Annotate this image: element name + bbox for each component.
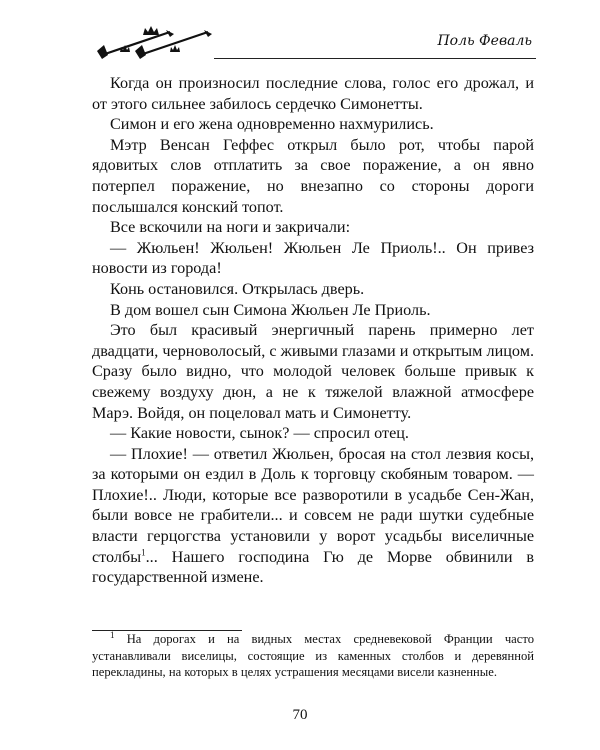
footnote (92, 631, 534, 681)
footnote-text: На дорогах и на видных местах средневековой Франции часто устанавливали виселицы, состоящие из каменных столбов и деревянной перекладины, на которых в целях устрашения месяцами висели казненные. (92, 632, 534, 679)
header-rule (214, 58, 536, 59)
running-head: Поль Феваль (437, 33, 532, 49)
footnote-reference[interactable]: 1 (141, 547, 146, 558)
paragraph: В дом вошел сын Симона Жюльен Ле Приоль. (110, 300, 431, 319)
paragraph: Все вскочили на ноги и закричали: (110, 218, 351, 237)
paragraph-with-footnote (92, 444, 534, 588)
main-text (92, 73, 534, 588)
page-number: 70 (292, 707, 308, 723)
paragraph: — Какие новости, сынок? — спросил отец. (110, 424, 409, 443)
paragraph: Конь остановился. Открылась дверь. (110, 279, 365, 298)
paragraph: Мэтр Венсан Геффес открыл было рот, чтобы парой ядовитых слов отплатить за свое поражение, а он явно потерпел поражение, но внезапно со стороны дороги послышался конский топот. (92, 135, 534, 216)
footnote-mark: 1 (110, 629, 115, 640)
crossed-swords-crowns-icon (96, 22, 214, 62)
page-header (96, 22, 536, 62)
paragraph: Это был красивый энергичный парень примерно лет двадцати, черноволосый, с живыми глазами и открытым лицом. Сразу было видно, что молодой человек больше привык к свежему воздуху дюн, а не к тяжелой влажной атмосфере Марэ. Войдя, он поцеловал мать и Симонетту. (92, 321, 534, 422)
paragraph: Симон и его жена одновременно нахмурились. (110, 115, 434, 134)
paragraph: Когда он произносил последние слова, голос его дрожал, и от этого сильнее забилось сердечко Симонетты. (92, 74, 534, 113)
paragraph-text: ... Нашего господина Гю де Морве обвинили в государственной измене. (92, 547, 534, 587)
paragraph-text: — Плохие! — ответил Жюльен, бросая на стол лезвия косы, за которыми он ездил в Доль к торговцу скобяным товаром. — Плохие!.. Люди, которые все разворотили в усадьбе Сен-Жан, были вовсе не грабители... и совсем не ради шутки судебные власти герцогства установили у ворот усадьбы виселичные столбы (92, 444, 534, 566)
paragraph: — Жюльен! Жюльен! Жюльен Ле Приоль!.. Он привез новости из города! (92, 238, 534, 278)
